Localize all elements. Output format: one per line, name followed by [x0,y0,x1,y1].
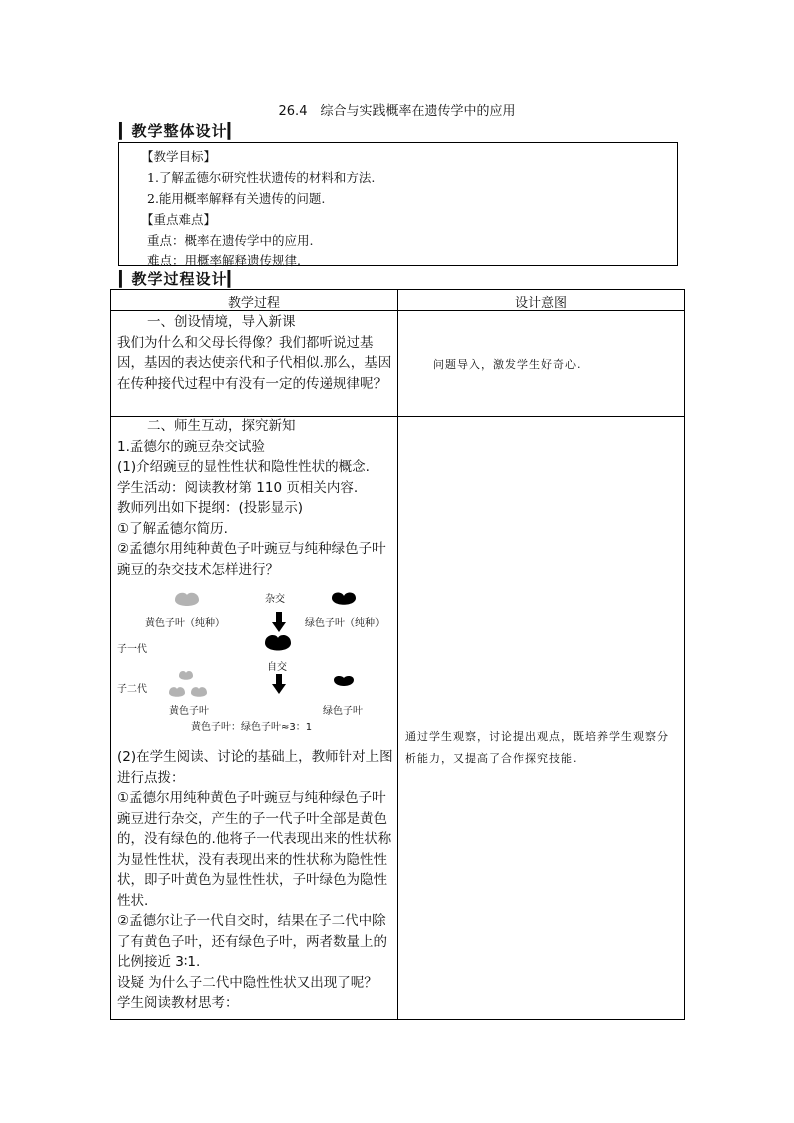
row-2-intent: 通过学生观察，讨论提出观点，既培养学生观察分析能力，又提高了合作探究技能. [405,730,669,765]
row-2-para-2: (1)介绍豌豆的显性性状和隐性性状的概念. [117,459,370,475]
row-1-process-cell [117,312,393,394]
goal-item-2: 2.能用概率解释有关遗传的问题. [147,191,326,206]
green-seed-f2-icon [333,674,355,690]
arrow-shape [272,612,286,632]
difficulty-point: 难点：用概率解释遗传规律. [147,253,301,268]
row-2-para-6: ②孟德尔用纯种黄色子叶豌豆与纯种绿色子叶豌豆的杂交技术怎样进行？ [117,541,386,578]
row-2-para-1: 1.孟德尔的豌豆杂交试验 [117,438,265,455]
row-2-para-9: ②孟德尔让子一代自交时，结果在子二代中除了有黄色子叶，还有绿色子叶，两者数量上的比例接近 3∶1. [117,913,387,970]
column-header-intent: 设计意图 [514,296,567,311]
green-seed-parent-icon [330,590,358,610]
f1-seed-icon [263,632,293,654]
arrow-down-icon [272,612,286,632]
row-2-process-cell-bottom [117,747,393,1014]
arrow-shape [272,674,286,694]
row-1-intent: 问题导入，激发学生好奇心. [433,358,582,371]
pea-cross-diagram [111,582,397,742]
row-2-para-11: 学生阅读教材思考： [117,995,239,1011]
yellow-seeds-f2-icon [165,668,215,702]
row-2-para-3: 学生活动：阅读教材第 110 页相关内容. [117,479,359,496]
objectives-box [118,142,678,266]
yellow-seed-shape [179,671,193,680]
row-2-para-8: ①孟德尔用纯种黄色子叶豌豆与纯种绿色子叶豌豆进行杂交，产生的子一代子叶全部是黄色的，没有绿色的.他将子一代表现出来的性状称为显性性状，没有表现出来的性状称为隐性性状，即子叶黄色为显性性状，子叶绿色为隐性性状. [117,790,392,909]
yellow-seed-shape [191,687,207,697]
green-pure-label: 绿色子叶（纯种） [305,618,385,629]
column-header-process: 教学过程 [227,296,280,311]
document-title: 26.4 综合与实践概率在遗传学中的应用 [278,104,516,119]
yellow-seed-shape [175,593,199,606]
row-2-para-10: 设疑 为什么子二代中隐性性状又出现了呢？ [117,974,378,991]
row-2-process-cell-top [117,416,393,580]
key-point: 重点：概率在遗传学中的应用. [147,233,314,248]
row-2-para-5: ①了解孟德尔简历. [117,520,228,537]
row-2-para-7: (2)在学生阅读、讨论的基础上，教师针对上图进行点拨： [117,749,393,786]
arrow-down-icon [272,674,286,694]
green-label: 绿色子叶 [323,706,363,717]
section-heading-process-design: ▎教学过程设计▎ [119,270,241,288]
green-seed-shape [334,676,354,686]
process-table [110,289,685,1020]
ratio-label: 黄色子叶：绿色子叶≈3：1 [191,722,313,733]
section-heading-overall-design: ▎教学整体设计▎ [119,122,241,140]
row-2-title: 二、师生互动，探究新知 [147,418,296,434]
f1-label: 子一代 [117,644,147,655]
self-cross-label: 自交 [267,662,287,673]
goal-item-1: 1.了解孟德尔研究性状遗传的材料和方法. [147,170,376,185]
column-divider [397,290,398,1019]
row-2-para-4: 教师列出如下提纲：(投影显示) [117,500,304,516]
yellow-pure-label: 黄色子叶（纯种） [145,618,225,629]
cross-label: 杂交 [265,594,285,605]
yellow-seed-shape [169,687,185,697]
f1-seed-shape [265,635,291,650]
yellow-seed-parent-icon [173,590,201,610]
key-difficulty-label: 【重点难点】 [141,212,217,227]
yellow-label: 黄色子叶 [169,706,209,717]
row-1-body: 我们为什么和父母长得像？我们都听说过基因，基因的表达使亲代和子代相似.那么，基因在传种接代过程中有没有一定的传递规律呢？ [117,334,392,392]
f2-label: 子二代 [117,684,147,695]
row-1-title: 一、创设情境，导入新课 [147,314,296,330]
goals-label: 【教学目标】 [141,149,217,164]
green-seed-shape [332,592,356,604]
